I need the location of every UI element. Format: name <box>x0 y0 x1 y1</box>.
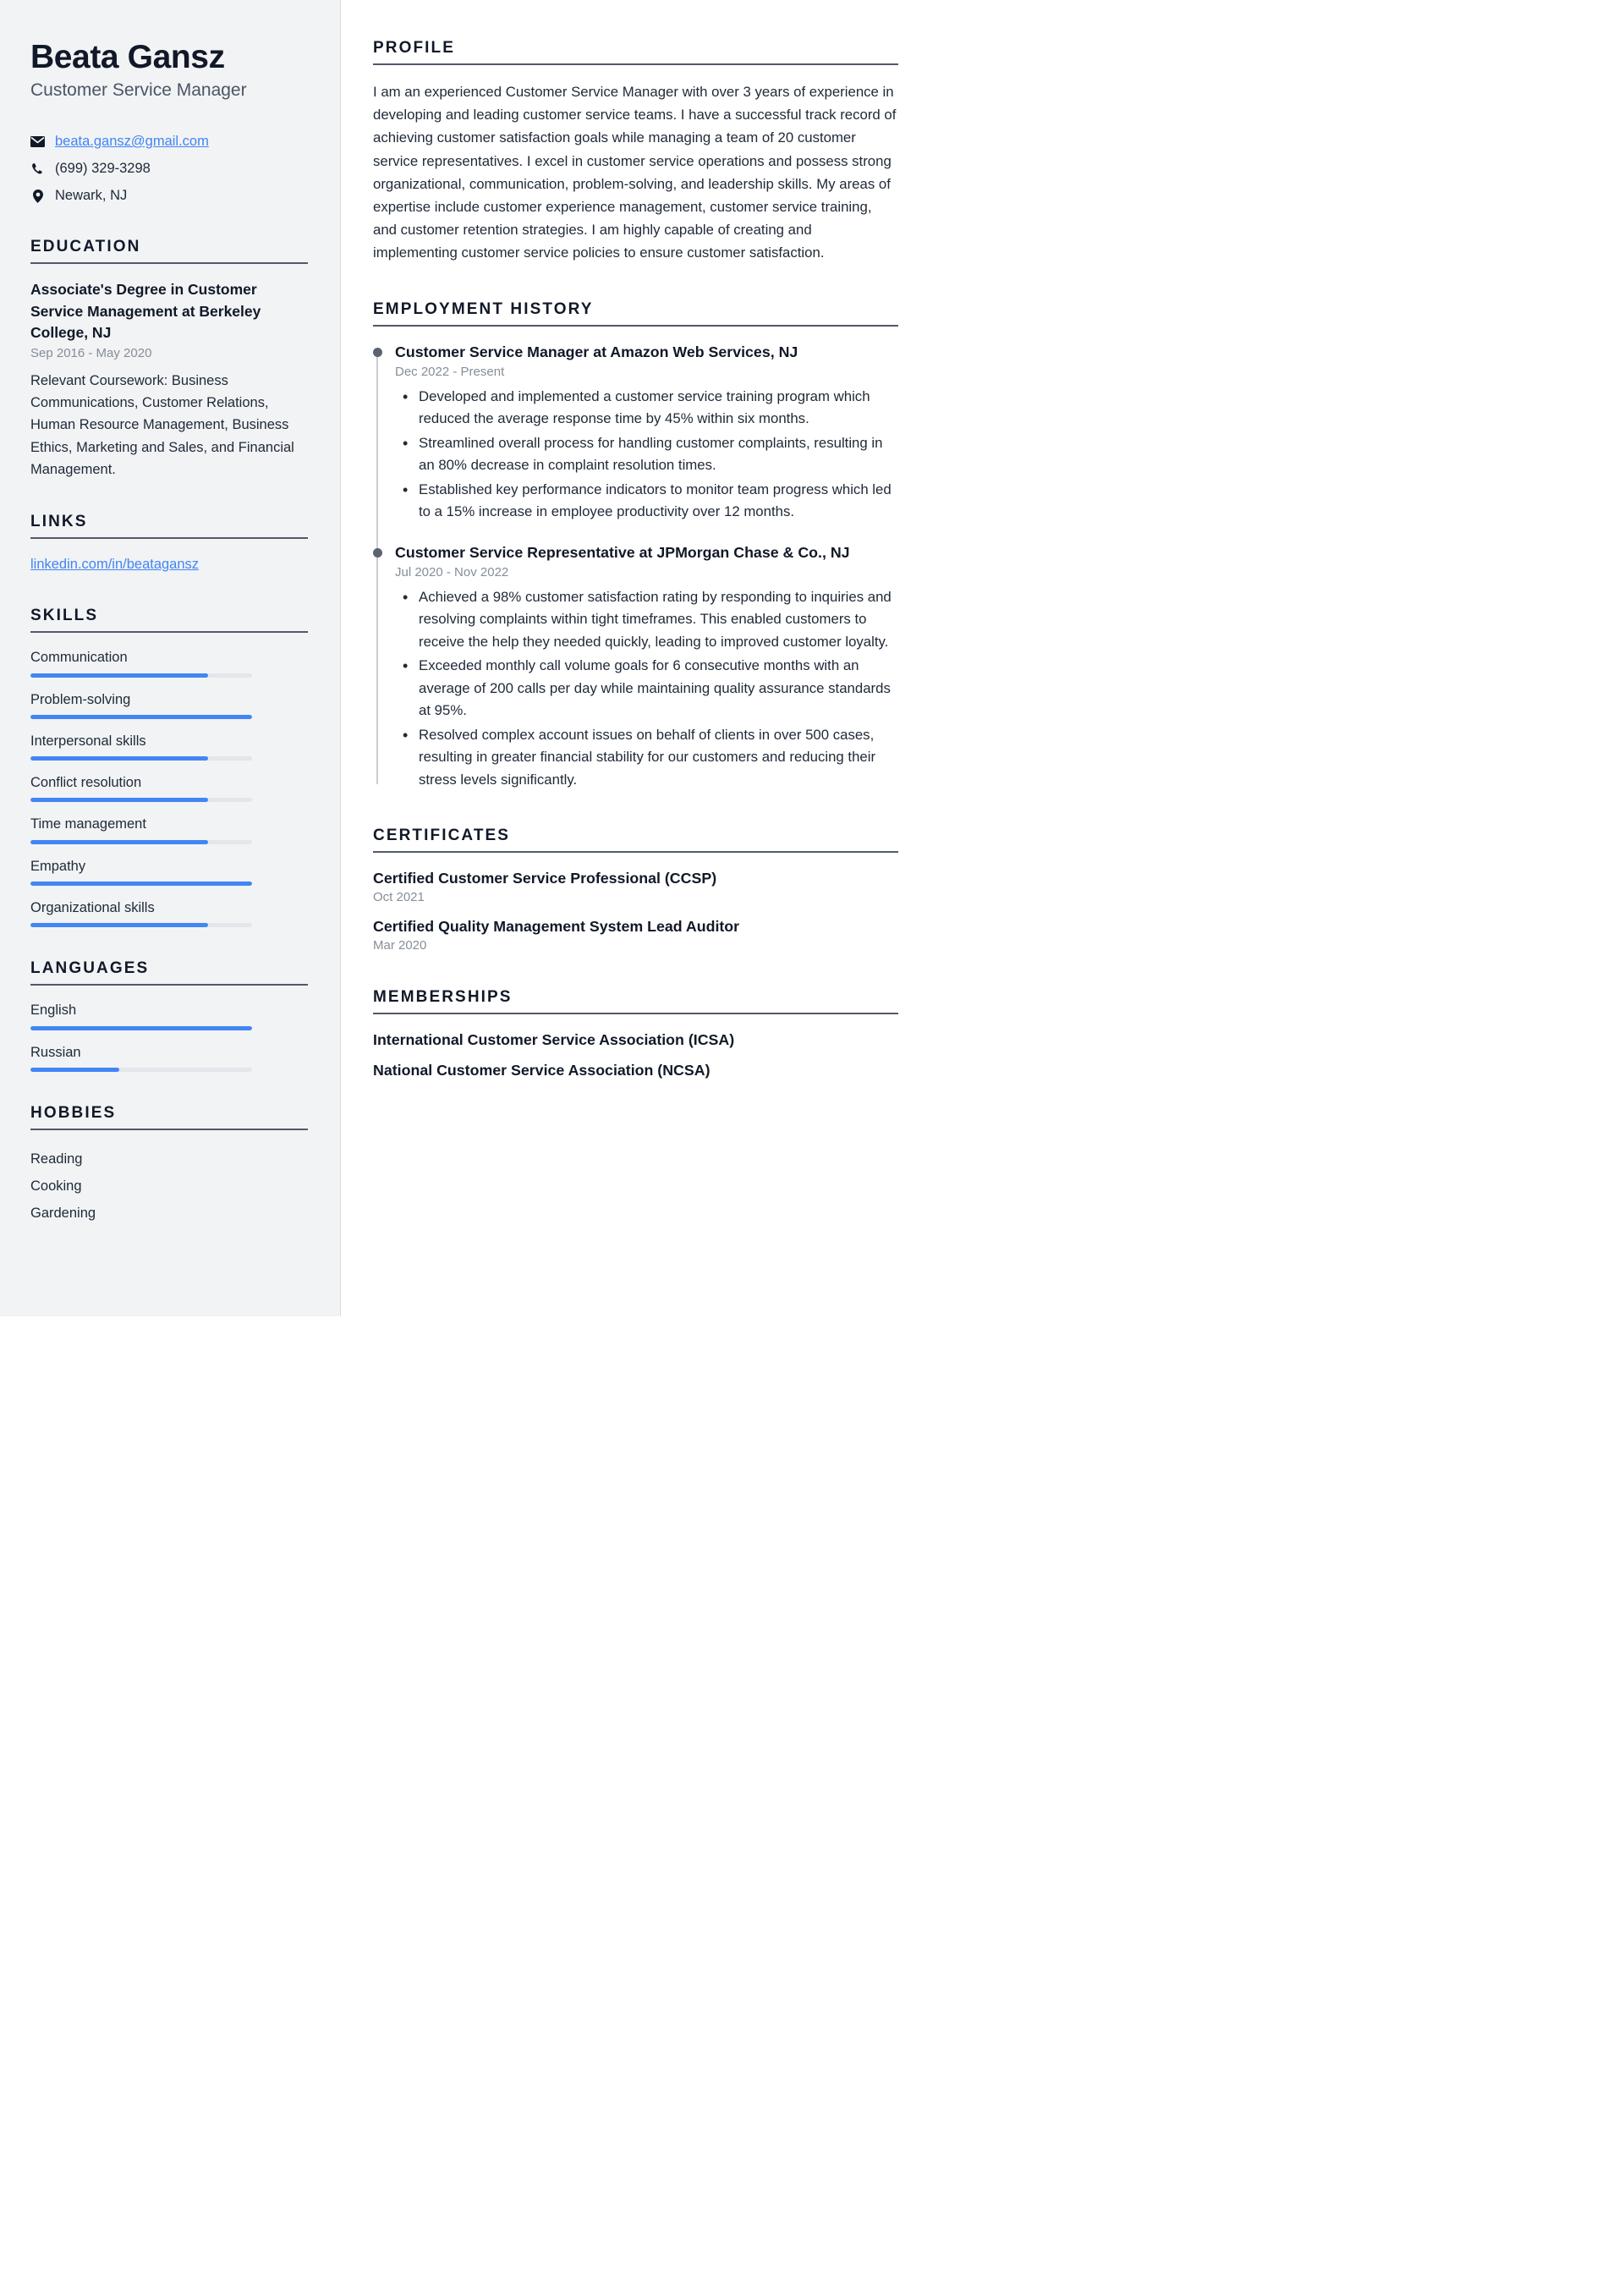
membership-item: National Customer Service Association (NCSA) <box>373 1062 710 1079</box>
skills-list <box>30 648 308 927</box>
education-entry <box>30 279 308 480</box>
language-bar-track <box>30 1026 252 1030</box>
skill-bar-fill <box>30 756 208 761</box>
certificate-item <box>373 868 898 904</box>
skill-label: Empathy <box>30 858 86 874</box>
skill-bar-fill <box>30 840 208 844</box>
skills-divider <box>30 631 308 633</box>
main-column <box>341 0 930 1316</box>
job-bullet: • Established key performance indicators to monitor team progress which led to a 15% increase in employee productivity over 12 months. <box>395 479 898 524</box>
phone-value: (699) 329-3298 <box>55 161 151 177</box>
language-bar-fill <box>30 1026 252 1030</box>
contact-email-row[interactable] <box>30 132 308 151</box>
sidebar <box>0 0 341 1316</box>
skill-bar-track <box>30 673 252 678</box>
job-bullet: • Streamlined overall process for handling customer complaints, resulting in an 80% decrease in complaint resolution times. <box>395 432 898 477</box>
section-languages <box>30 959 308 1072</box>
certificate-item <box>373 916 898 953</box>
envelope-icon <box>30 136 45 147</box>
employment-entry <box>373 542 898 792</box>
section-employment <box>373 300 898 792</box>
membership-item: International Customer Service Association (ICSA) <box>373 1031 735 1049</box>
section-education <box>30 238 308 480</box>
employment-entry <box>373 342 898 524</box>
certificate-date: Mar 2020 <box>373 938 427 953</box>
languages-list <box>30 1001 308 1072</box>
languages-heading: LANGUAGES <box>30 959 150 978</box>
profile-divider <box>373 63 898 65</box>
memberships-list <box>373 1030 898 1082</box>
timeline-dot-icon <box>373 348 382 357</box>
job-heading: Customer Service Representative at JPMorgan Chase & Co., NJ <box>395 543 850 561</box>
language-item <box>30 1043 308 1072</box>
map-pin-icon <box>30 190 45 203</box>
skill-label: Problem-solving <box>30 691 131 707</box>
job-bullet: • Achieved a 98% customer satisfaction rating by responding to inquiries and resolving complaints within tight timeframes. This enabled customers to receive the help they needed quickly, leading to improved customer loyalty. <box>395 586 898 654</box>
skill-bar-track <box>30 923 252 927</box>
memberships-heading: MEMBERSHIPS <box>373 988 513 1007</box>
job-bullet: • Developed and implemented a customer service training program which reduced the average response time by 45% within six months. <box>395 386 898 431</box>
hobby-item: Cooking <box>30 1178 82 1194</box>
skill-item <box>30 898 308 927</box>
skill-bar-track <box>30 840 252 844</box>
section-profile <box>373 39 898 265</box>
contact-phone-row <box>30 159 308 179</box>
language-bar-fill <box>30 1068 119 1072</box>
contact-location-row <box>30 186 308 206</box>
job-bullets <box>395 586 898 792</box>
language-label: Russian <box>30 1044 81 1060</box>
languages-divider <box>30 984 308 986</box>
job-date: Dec 2022 - Present <box>395 364 505 379</box>
skill-item <box>30 773 308 802</box>
skill-bar-fill <box>30 715 252 719</box>
section-links <box>30 513 308 575</box>
hobbies-divider <box>30 1129 308 1130</box>
skill-bar-fill <box>30 673 208 678</box>
section-certificates <box>373 827 898 953</box>
profile-heading: PROFILE <box>373 39 456 57</box>
certificates-divider <box>373 851 898 853</box>
language-item <box>30 1001 308 1030</box>
profile-text: I am an experienced Customer Service Manager with over 3 years of experience in developing and leading customer service teams. I have a successful track record of achieving customer satisfaction goals while managing a team of 20 customer service representatives. I excel in customer service operations and possess strong organizational, communication, problem-solving, and leadership skills. My areas of expertise include customer experience management, customer service training, and customer retention strategies. I am highly capable of creating and implementing customer service policies to ensure customer satisfaction. <box>373 84 897 261</box>
timeline-dot-icon <box>373 548 382 558</box>
education-description: Relevant Coursework: Business Communications, Customer Relations, Human Resource Management, Business Ethics, Marketing and Sales, and Financial Management. <box>30 373 294 477</box>
employment-divider <box>373 325 898 327</box>
skill-bar-fill <box>30 882 252 886</box>
education-heading: EDUCATION <box>30 238 141 256</box>
job-bullet: • Resolved complex account issues on behalf of clients in over 500 cases, resulting in greater financial stability for our customers and reducing their stress levels significantly. <box>395 724 898 792</box>
resume-page <box>0 0 930 1316</box>
education-divider <box>30 262 308 264</box>
section-skills <box>30 607 308 927</box>
skill-bar-fill <box>30 923 208 927</box>
skill-label: Time management <box>30 816 146 832</box>
certificate-date: Oct 2021 <box>373 890 425 905</box>
employment-heading: EMPLOYMENT HISTORY <box>373 299 594 318</box>
job-bullet: • Exceeded monthly call volume goals for 6 consecutive months with an average of 200 calls per day while maintaining quality assurance standards at 95%. <box>395 655 898 722</box>
skill-label: Interpersonal skills <box>30 733 146 749</box>
skill-bar-track <box>30 882 252 886</box>
section-memberships <box>373 988 898 1082</box>
skill-item <box>30 815 308 843</box>
employment-timeline <box>373 342 898 792</box>
contact-list <box>30 132 308 206</box>
links-heading: LINKS <box>30 512 88 530</box>
skill-bar-fill <box>30 798 208 802</box>
certificate-name: Certified Customer Service Professional (CCSP) <box>373 870 717 887</box>
skill-item <box>30 648 308 677</box>
links-divider <box>30 537 308 539</box>
location-value: Newark, NJ <box>55 188 128 204</box>
hobbies-heading: HOBBIES <box>30 1103 117 1122</box>
link-linkedin[interactable]: linkedin.com/in/beatagansz <box>30 556 200 572</box>
skill-label: Conflict resolution <box>30 775 142 791</box>
certificates-list <box>373 868 898 953</box>
certificate-name: Certified Quality Management System Lead Auditor <box>373 918 740 936</box>
skill-label: Organizational skills <box>30 899 155 915</box>
email-link[interactable]: beata.gansz@gmail.com <box>55 133 209 149</box>
language-bar-track <box>30 1068 252 1072</box>
skill-item <box>30 690 308 719</box>
certificates-heading: CERTIFICATES <box>373 827 511 845</box>
section-hobbies <box>30 1104 308 1228</box>
education-date: Sep 2016 - May 2020 <box>30 346 152 361</box>
skill-bar-track <box>30 798 252 802</box>
skill-bar-track <box>30 715 252 719</box>
skill-item <box>30 857 308 886</box>
job-date: Jul 2020 - Nov 2022 <box>395 564 509 579</box>
jobs-list <box>373 342 898 792</box>
hobbies-list <box>30 1145 308 1228</box>
language-label: English <box>30 1002 77 1019</box>
job-heading: Customer Service Manager at Amazon Web Services, NJ <box>395 343 798 360</box>
job-bullets <box>395 386 898 524</box>
skill-label: Communication <box>30 650 128 666</box>
phone-icon <box>30 162 45 175</box>
skill-bar-track <box>30 756 252 761</box>
hobby-item: Gardening <box>30 1206 96 1222</box>
education-degree: Associate's Degree in Customer Service Management at Berkeley College, NJ <box>30 281 261 341</box>
hobby-item: Reading <box>30 1151 83 1167</box>
candidate-job-title: Customer Service Manager <box>30 80 247 100</box>
memberships-divider <box>373 1013 898 1014</box>
candidate-name: Beata Gansz <box>30 39 225 75</box>
skills-heading: SKILLS <box>30 607 99 625</box>
skill-item <box>30 732 308 761</box>
